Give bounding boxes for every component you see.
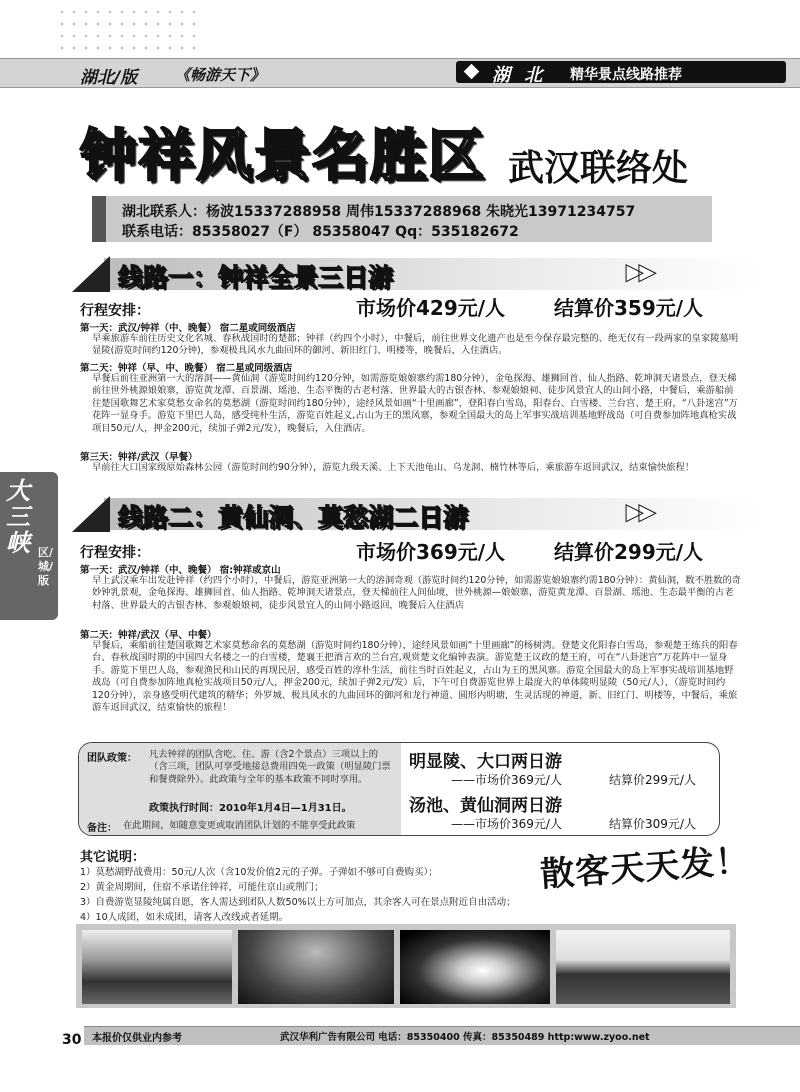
route1-banner — [72, 256, 762, 292]
double-arrow-icon: ▶▶ — [626, 260, 652, 285]
note-item: 3）自费游览显陵纯属自愿，客人需达到团队人数50%以上方可加点，其余客人可在景点附近自由活动； — [80, 897, 516, 908]
page-number: 30 — [62, 1032, 82, 1048]
double-arrow-icon: ▶▶ — [626, 500, 652, 525]
route2-banner — [72, 496, 762, 532]
note-item: 4）10人成团，如未成团，请客人改线或者延期。 — [80, 912, 289, 923]
extra-route1-market: ——市场价369元/人 — [451, 773, 562, 787]
route1-day3-text: 早前往大口国家级原始森林公园（游览时间约90分钟），游览九级天溪、上下天池龟山、乌龙洞、楠竹林等后，乘旅游车返回武汉，结束愉快旅程！ — [92, 462, 695, 473]
route2-day2-text: 早餐后，乘船前往楚国歌舞艺术家莫愁命名的莫愁湖（游览时间约180分钟），途经风景如画“十里画廊”的杨树湾。登楚文化阳春白雪岛，参观楚王练兵的阳春台、春秋战国时期的中国四大名楼之一的白雪楼，楚襄王把酒言欢的兰台宫,观赏楚文化编钟表演。游览楚王议政的楚王府，可在“八卦迷宫”万花阵中一显身手。游览下里巴人岛，参观渔民和山民的再现民居，感受百姓的淳朴生活，前往当时百姓起义，占山为王的黑风寨。游览全国最大的岛上军事实战培训基地野战岛（可自费参加阵地真枪实战项目50元/人，押金200元，续加子弹2元/发）后，下午可自费游览世界上最庞大的单体陵明显陵（50元/人），（游览时间约120分钟），亲身感受明代建筑的精华；外罗城、极具风水的九曲回环的御河和龙行神道、圆形内明塘，生灵活现的神道，新、旧红门、明楼等，中餐后，乘旅游车返回武汉，结束愉快的旅程！ — [92, 640, 738, 714]
page-title: 钟祥风景名胜区 — [80, 123, 486, 189]
policy-period: 政策执行时间：2010年1月4日—1月31日。 — [149, 803, 352, 814]
policy-note-label: 备注： — [87, 823, 117, 834]
side-tab — [0, 472, 58, 620]
tomb-photo — [556, 930, 730, 1004]
extra-route1-settle: 结算价299元/人 — [609, 773, 696, 787]
other-notes-title: 其它说明： — [80, 850, 146, 865]
contact-box — [92, 196, 712, 242]
footer-company: 武汉华利广告有限公司 电话：85350400 传真：85350489 http:www.zyoo.net — [280, 1032, 650, 1043]
route2-day2-head: 第二天：钟祥/武汉（早、中餐） — [80, 630, 217, 641]
column-label: 《畅游天下》 — [175, 66, 266, 84]
decorative-dot-grid — [56, 6, 196, 52]
region-name: 湖 北 — [492, 65, 547, 86]
route1-day1-head: 第一天：武汉/钟祥（中、晚餐） 宿二星或同级酒店 — [80, 323, 296, 334]
note-item: 2）黄金周期间，住宿不承诺住钟祥，可能住京山或荆门； — [80, 882, 324, 893]
photo-strip — [76, 924, 736, 1008]
footer-note: 本报价仅供业内参考 — [92, 1033, 182, 1044]
policy-text: 凡去钟祥的团队含吃、住、游（含2个景点）三项以上的（含三项，团队可享受地接总费用四免一政策（明显陵门票和餐费除外）。此政策与全年的基本政策不同时享用。 — [149, 749, 391, 785]
route1-schedule-label: 行程安排： — [80, 303, 150, 319]
route1-day3-head: 第三天：钟祥/武汉（早餐） — [80, 452, 198, 463]
region-tagline: 精华景点线路推荐 — [570, 67, 682, 83]
note-item: 1）莫愁湖野战费用：50元/人次（含10发价值2元的子弹。子弹如不够可自费购买）； — [80, 867, 438, 878]
section-label: 湖北/版 — [80, 68, 138, 88]
lake-photo — [82, 930, 232, 1004]
page-header — [0, 58, 800, 88]
extra-route2-name: 汤池、黄仙洞两日游 — [409, 796, 562, 816]
route2-day1-head: 第一天：武汉/钟祥（中、晚餐） 宿:钟祥或京山 — [80, 565, 281, 576]
extra-route2-market: ——市场价369元/人 — [451, 817, 562, 831]
route2-market-price: 市场价369元/人 — [356, 540, 506, 564]
side-tab-title: 大三峡 — [6, 476, 30, 557]
route2-settle-price: 结算价299元/人 — [554, 540, 704, 564]
contact-persons: 湖北联系人：杨波15337288958 周伟15337288968 朱晓光13971234757 — [122, 204, 636, 220]
route1-day2-head: 第二天：钟祥（早、中、晚餐） 宿二星或同级酒店 — [80, 363, 293, 374]
route2-schedule-label: 行程安排： — [80, 545, 150, 561]
extra-route2-settle: 结算价309元/人 — [609, 817, 696, 831]
route2-day1-text: 早上武汉乘车出发赴钟祥（约四个小时），中餐后，游览亚洲第一大的溶洞奇观（游览时间约120分钟，如需游览娘娘寨约需180分钟）：黄仙洞，数不胜数的奇妙钟乳景观，金龟探海、雄狮回首、仙人指路、乾坤洞天诸景点，登天梯前往人间仙境，世外桃源—娘娘寨，游览黄龙潭、百景湖、瑶池、生态最平衡的古老村落、世界最大的古银杏林、参观娘娘祠，徒步风景宜人的山间小路返回，晚餐后入住酒店 — [92, 575, 742, 611]
route-corner — [72, 256, 110, 292]
route1-title: 线路一：钟祥全景三日游 — [118, 263, 394, 292]
team-policy-box — [78, 742, 720, 836]
cave-photo — [400, 930, 550, 1004]
page-subtitle: 武汉联络处 — [508, 147, 689, 189]
extra-route1-name: 明显陵、大口两日游 — [409, 752, 562, 772]
route1-market-price: 市场价429元/人 — [356, 296, 506, 320]
route1-settle-price: 结算价359元/人 — [554, 296, 704, 320]
policy-label: 团队政策： — [87, 753, 137, 764]
page-footer — [84, 1026, 800, 1045]
route1-day1-text: 早乘旅游车前往历史文化名城、春秋战国时的楚都；钟祥（约四个小时），中餐后，前往世界文化遗产也是至今保存最完整的、绝无仅有一段两家的皇家陵墓明显陵(游览时间约120分钟)，参观极具风水九曲回环的御河、新旧红门、明楼等，晚餐后，入住酒店。 — [92, 333, 739, 357]
route2-title: 线路二：黄仙洞、莫愁湖二日游 — [118, 503, 469, 532]
side-tab-subtitle: 区/城/版 — [38, 546, 54, 587]
policy-note: 在此期间，如随意变更或取消团队计划的不能享受此政策 — [123, 820, 356, 831]
region-tag — [456, 61, 786, 86]
mountain-photo — [238, 930, 394, 1004]
diamond-icon — [464, 64, 480, 80]
contact-bar — [92, 196, 106, 242]
contact-phones: 联系电话：85358027（F） 85358047 Qq：535182672 — [122, 224, 519, 240]
route-corner — [72, 496, 110, 532]
route1-day2-text: 早餐后前往亚洲第一大的溶洞——黄仙洞（游览时间约120分钟，如需游览娘娘寨约需180分钟），金龟探海、雄狮回首、仙人指路、乾坤洞天诸景点，登天梯前往世外桃源娘娘寨，游览黄龙潭、百景湖、瑶池、生态平衡的古老村落、世界最大的古银杏林、参观娘娘祠、徒步风景宜人的山间小路，中餐后，乘游船前往楚国歌舞艺术家莫愁女命名的莫愁湖（游览时间约180分钟），途经风景如画“十里画廊”，登阳春白雪岛，阳春台、白雪楼、兰台宫、楚王府，“八卦迷宫”万花阵一显身手。游览下里巴人岛，感受纯朴生活，游览百姓起义,占山为王的黑风寨，参观全国最大的岛上军事实战培训基地野战岛（可自费参加阵地真枪实战项目50元/人，押金200元，续加子弹2元/发），晚餐后，入住酒店。 — [92, 373, 738, 434]
slogan: 散客天天发！ — [539, 840, 752, 896]
